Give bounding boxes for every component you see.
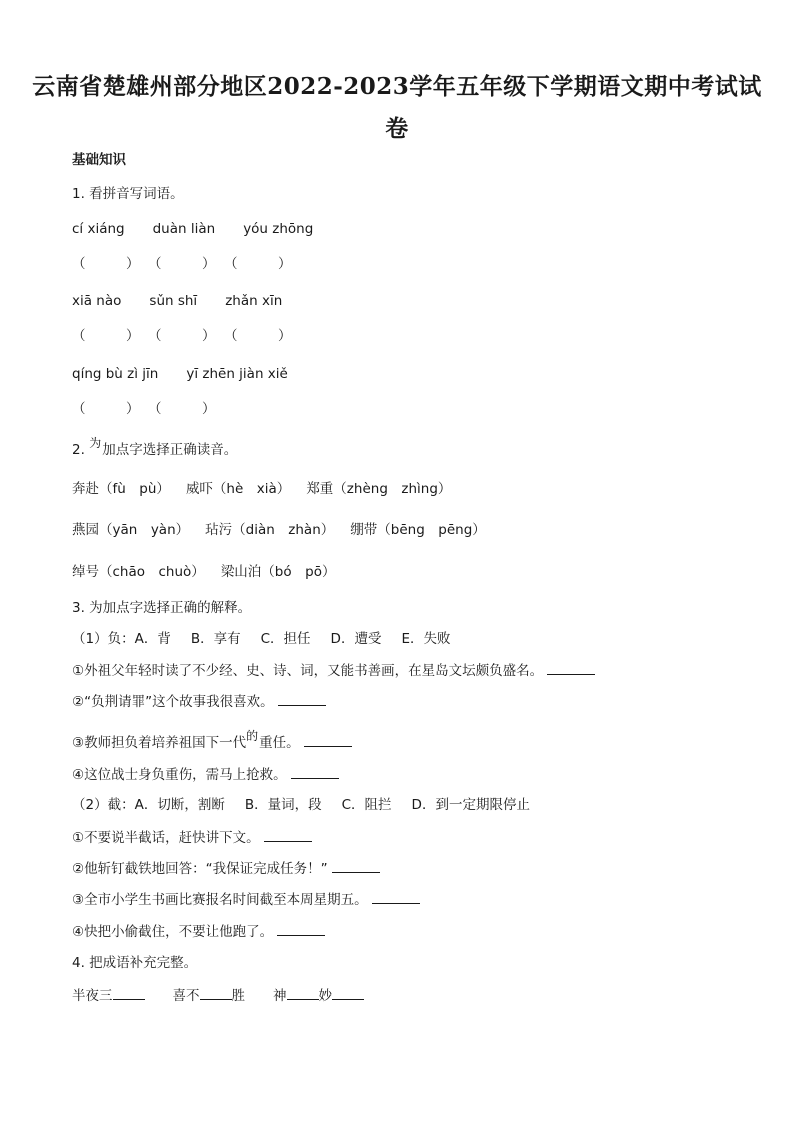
reading-choice[interactable]: 梁山泊（bó pō） [220,564,336,580]
answer-blank[interactable] [332,858,380,873]
answer-box[interactable]: （ ） [224,256,292,272]
q3-part2-item4: ④快把小偷截住，不要让他跑了。 [72,921,325,942]
option: E．失败 [401,631,451,647]
q4-idioms [72,985,380,1006]
answer-box[interactable]: （ ） [148,256,216,272]
q3-part2-item2: ②他斩钉截铁地回答：“我保证完成任务！” [72,858,380,879]
reading-choice[interactable]: 燕园（yān yàn） [72,522,190,538]
answer-box[interactable]: （ ） [224,328,292,344]
q1-answer-row2 [72,326,300,346]
idiom-2: 喜不 胜 [173,985,246,1006]
reading-choice[interactable]: 绷带（bēng pēng） [350,522,486,538]
idiom-blank[interactable] [200,985,232,1000]
option: D．遭受 [330,631,382,647]
q4-stem: 4. 把成语补充完整。 [72,955,198,971]
q3-part1-item4: ④这位战士身负重伤，需马上抢救。 [72,764,339,785]
option: A．切断，割断 [134,797,225,813]
q1-answer-row1 [72,254,300,274]
q1-stem: 1. 看拼音写词语。 [72,186,184,202]
answer-blank[interactable] [277,921,325,936]
pinyin: duàn liàn [152,221,216,237]
reading-choice[interactable]: 奔赴（fù pù） [72,481,170,497]
section-heading: 基础知识 [72,152,126,168]
option: C．阻拦 [341,797,392,813]
q3-part2-item3: ③全市小学生书画比赛报名时间截至本周星期五。 [72,889,420,910]
q3-part1-item3: ③教师担负着培养祖国下一代的重任。 [72,732,352,753]
reading-choice[interactable]: 玷污（diàn zhàn） [205,522,335,538]
q2-row3 [72,562,351,582]
answer-blank[interactable] [291,764,339,779]
pinyin: sǔn shī [149,293,198,309]
idiom-blank[interactable] [287,985,319,1000]
q3-part1-options: （1）负：A．背 B．享有 C．担任 D．遭受 E．失败 [72,631,451,647]
answer-blank[interactable] [304,732,352,747]
option: C．担任 [260,631,311,647]
pinyin: yī zhēn jiàn xiě [186,366,288,382]
answer-box[interactable]: （ ） [72,401,140,417]
q3-part2-item1: ①不要说半截话，赶快讲下文。 [72,827,312,848]
q2-row2 [72,520,502,540]
q1-pinyin-row1 [72,219,313,239]
option: A．背 [134,631,171,647]
idiom-blank[interactable] [332,985,364,1000]
pinyin: yóu zhōng [243,221,314,237]
q1-answer-row3 [72,399,224,419]
q3-part1-item1: ①外祖父年轻时读了不少经、史、诗、词，又能书善画，在星岛文坛颇负盛名。 [72,660,595,681]
answer-blank[interactable] [278,691,326,706]
pinyin: qíng bù zì jīn [72,366,159,382]
option: D．到一定期限停止 [411,797,530,813]
answer-box[interactable]: （ ） [72,256,140,272]
answer-box[interactable]: （ ） [148,328,216,344]
option: B．享有 [190,631,241,647]
answer-blank[interactable] [547,660,595,675]
option: B．量词，段 [244,797,322,813]
reading-choice[interactable]: 威吓（hè xià） [185,481,291,497]
q2-stem: 2. 为加点字选择正确读音。 [72,436,238,458]
pinyin: cí xiáng [72,221,125,237]
answer-blank[interactable] [264,827,312,842]
idiom-blank[interactable] [113,985,145,1000]
exam-title-line1: 云南省楚雄州部分地区2022-2023学年五年级下学期语文期中考试试 [32,73,762,100]
answer-box[interactable]: （ ） [148,401,216,417]
q3-part1-item2: ②“负荆请罪”这个故事我很喜欢。 [72,691,326,712]
pinyin: zhǎn xīn [225,293,283,309]
reading-choice[interactable]: 绰号（chāo chuò） [72,564,205,580]
answer-blank[interactable] [372,889,420,904]
idiom-3: 神 妙 [273,985,364,1006]
q3-part2-options: （2）截：A．切断，割断 B．量词，段 C．阻拦 D．到一定期限停止 [72,797,530,813]
exam-title-line2: 卷 [385,115,409,142]
answer-box[interactable]: （ ） [72,328,140,344]
q1-pinyin-row3 [72,364,288,384]
q1-pinyin-row2 [72,291,282,311]
idiom-1: 半夜三 [72,985,145,1006]
q3-stem: 3. 为加点字选择正确的解释。 [72,600,252,616]
pinyin: xiā nào [72,293,122,309]
q2-row1 [72,479,467,499]
reading-choice[interactable]: 郑重（zhèng zhìng） [306,481,452,497]
